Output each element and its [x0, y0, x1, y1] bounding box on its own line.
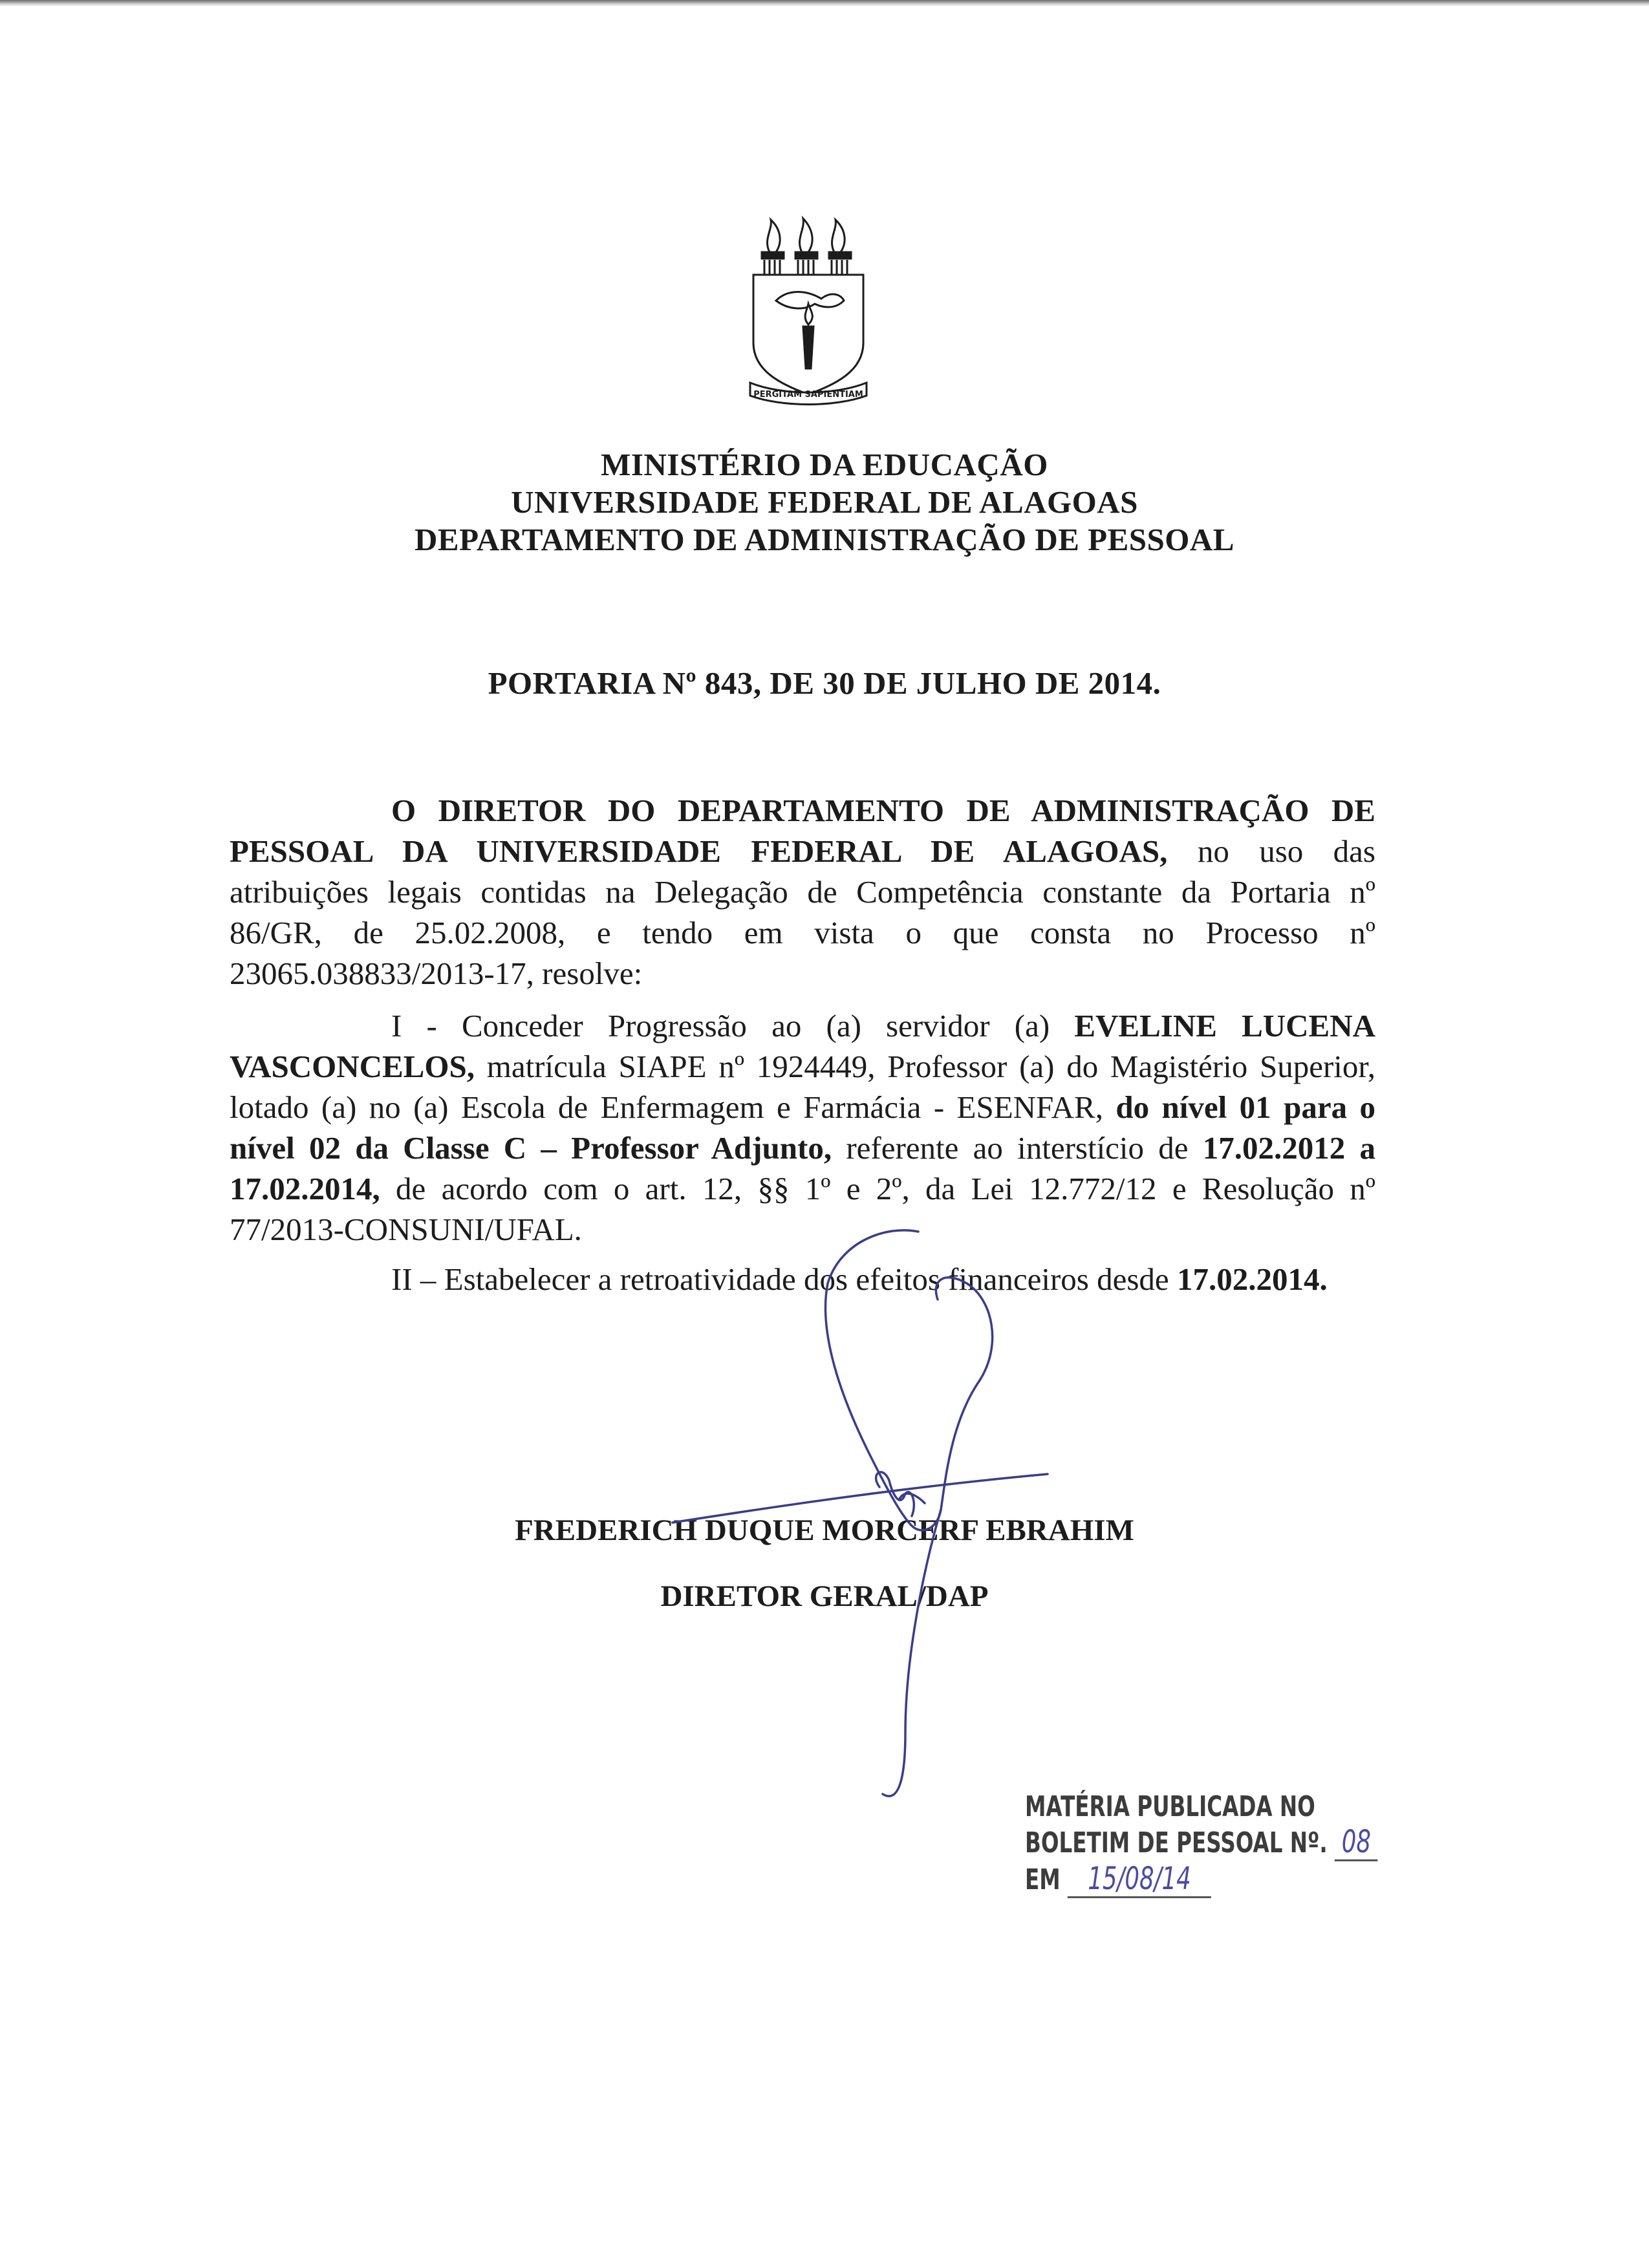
scan-top-edge: [0, 0, 1649, 6]
item-1-line-5: [230, 1168, 1375, 1209]
retroactive-date: 17.02.2014.: [1176, 1261, 1328, 1297]
preamble-line-2: [230, 831, 1375, 872]
item-1-line-3: [230, 1087, 1375, 1128]
stamp-line-2: [1025, 1824, 1372, 1861]
stamp-bulletin-number: 08: [1335, 1824, 1378, 1861]
item-1-line-1-text: I - Conceder Progressão ao (a) servidor (a): [391, 1008, 1075, 1043]
university-heading: UNIVERSIDADE FEDERAL DE ALAGOAS: [511, 484, 1138, 520]
employee-name-part-1: EVELINE LUCENA: [1074, 1008, 1375, 1043]
level-change-part-1: do nível 01 para o: [1116, 1089, 1375, 1125]
stamp-bulletin-label: BOLETIM DE PESSOAL Nº.: [1025, 1826, 1328, 1859]
item-1-line-4-text: referente ao interstício de: [832, 1130, 1203, 1166]
interstice-end: 17.02.2014,: [230, 1171, 380, 1206]
interstice-start: 17.02.2012 a: [1202, 1130, 1375, 1166]
item-1-line-3-text: lotado (a) no (a) Escola de Enfermagem e Farmácia - ESENFAR,: [230, 1089, 1116, 1125]
stamp-line-1: MATÉRIA PUBLICADA NO: [1025, 1790, 1315, 1823]
item-2-paragraph: [230, 1259, 1375, 1300]
employee-name-part-2: VASCONCELOS,: [230, 1049, 475, 1084]
signatory-role: DIRETOR GERAL/DAP: [660, 1579, 989, 1613]
item-1-line-1: [230, 1005, 1375, 1046]
stamp-date-label: EM: [1025, 1863, 1061, 1896]
item-1-line-4: [230, 1128, 1375, 1168]
item-1-line-6: 77/2013-CONSUNI/UFAL.: [230, 1212, 582, 1247]
preamble-paragraph: [230, 790, 1375, 994]
item-2-line: [230, 1259, 1375, 1300]
department-heading: DEPARTAMENTO DE ADMINISTRAÇÃO DE PESSOAL: [415, 522, 1234, 557]
signatory-name: FREDERICH DUQUE MORCERF EBRAHIM: [515, 1514, 1134, 1547]
item-1-line-2: [230, 1046, 1375, 1087]
preamble-line-3: atribuições legais contidas na Delegação de Competência constante da Portaria nº: [230, 874, 1375, 910]
preamble-line-4: 86/GR, de 25.02.2008, e tendo em vista o que consta no Processo nº: [230, 915, 1375, 950]
ministry-heading: MINISTÉRIO DA EDUCAÇÃO: [601, 447, 1048, 482]
document-title: PORTARIA Nº 843, DE 30 DE JULHO DE 2014.: [488, 665, 1161, 701]
preamble-line-1: O DIRETOR DO DEPARTAMENTO DE ADMINISTRAÇÃO DE: [391, 793, 1375, 828]
item-1-line-2-text: matrícula SIAPE nº 1924449, Professor (a) do Magistério Superior,: [474, 1049, 1375, 1084]
crest-motto: PERGITAM SAPIENTIAM: [753, 390, 863, 400]
item-1-paragraph: [230, 1005, 1375, 1250]
preamble-line-2-bold: PESSOAL DA UNIVERSIDADE FEDERAL DE ALAGOAS,: [230, 833, 1168, 869]
item-2-text: II – Estabelecer a retroatividade dos efeitos financeiros desde: [391, 1261, 1177, 1297]
stamp-date: 15/08/14: [1068, 1861, 1211, 1898]
preamble-line-2-rest: no uso das: [1167, 833, 1375, 869]
item-1-line-5-text: de acordo com o art. 12, §§ 1º e 2º, da Lei 12.772/12 e Resolução nº: [380, 1171, 1375, 1206]
stamp-line-3: [1025, 1861, 1302, 1898]
level-change-part-2: nível 02 da Classe C – Professor Adjunto,: [230, 1130, 832, 1166]
university-crest-icon: [744, 213, 873, 407]
preamble-line-5: 23065.038833/2013-17, resolve:: [230, 956, 643, 991]
publication-stamp: [1025, 1790, 1372, 1898]
